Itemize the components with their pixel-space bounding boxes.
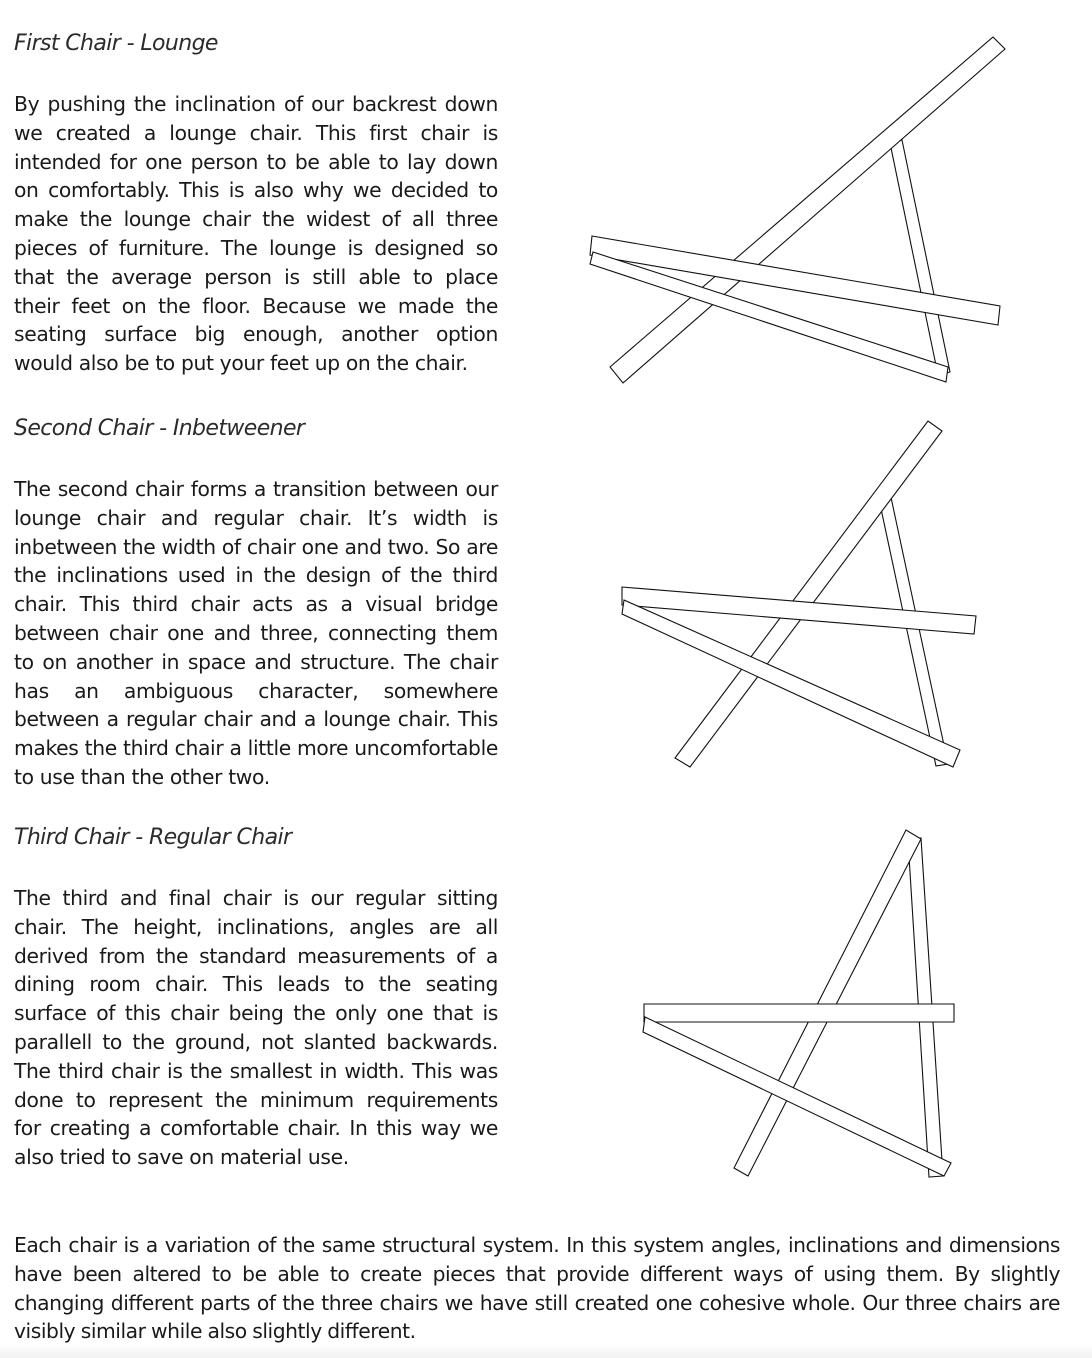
- section-title-regular-chair: Third Chair - Regular Chair: [14, 825, 292, 850]
- section-body-regular-chair: The third and final chair is our regular sitting chair. The height, inclinations, angles are all derived from the standard measurements of a dining room chair. This leads to the seating surface of this chair being the only one that is parallell to the ground, not slanted backwards. The third chair is the smallest in width. This was done to represent the minimum requirements for creating a comfortable chair. In this way we also tried to save on material use.: [14, 886, 498, 1170]
- section-body-inbetweener: The second chair forms a transition between our lounge chair and regular chair. It’s width is inbetween the width of chair one and two. So are the inclinations used in the design of the third chair. This third chair acts as a visual bridge between chair one and three, connecting them to on another in space and structure. The chair has an ambiguous character, somewhere between a regular chair and a lounge chair. This makes the third chair a little more uncomfortable to use than the other two.: [14, 477, 498, 789]
- section-body-lounge: By pushing the inclination of our backrest down we created a lounge chair. This first chair is intended for one person to be able to lay down on comfortably. This is also why we decided to make the lounge chair the widest of all three pieces of furniture. The lounge is designed so that the average person is still able to place their feet on the floor. Because we made the seating surface big enough, another option would also be to put your feet up on the chair.: [14, 92, 498, 376]
- regular-chair-drawing: [580, 825, 1020, 1185]
- regular-chair-back-strut: [643, 1017, 951, 1176]
- inbetweener-chair-drawing: [580, 415, 1020, 775]
- page-bottom-edge: [0, 1344, 1092, 1358]
- lounge-chair-leg: [890, 140, 950, 375]
- regular-chair-seat: [644, 1004, 954, 1022]
- regular-chair-backrest: [734, 830, 921, 1176]
- summary-paragraph: Each chair is a variation of the same structural system. In this system angles, inclinations and dimensions have been altered to be able to create pieces that provide different ways of using them. By slightly changing different parts of the three chairs we have still created one cohesive whole. Our three chairs are visibly similar while also slightly different.: [14, 1233, 1060, 1344]
- section-title-inbetweener: Second Chair - Inbetweener: [14, 416, 305, 441]
- lounge-chair-drawing: [580, 30, 1020, 390]
- section-title-lounge: First Chair - Lounge: [14, 31, 218, 56]
